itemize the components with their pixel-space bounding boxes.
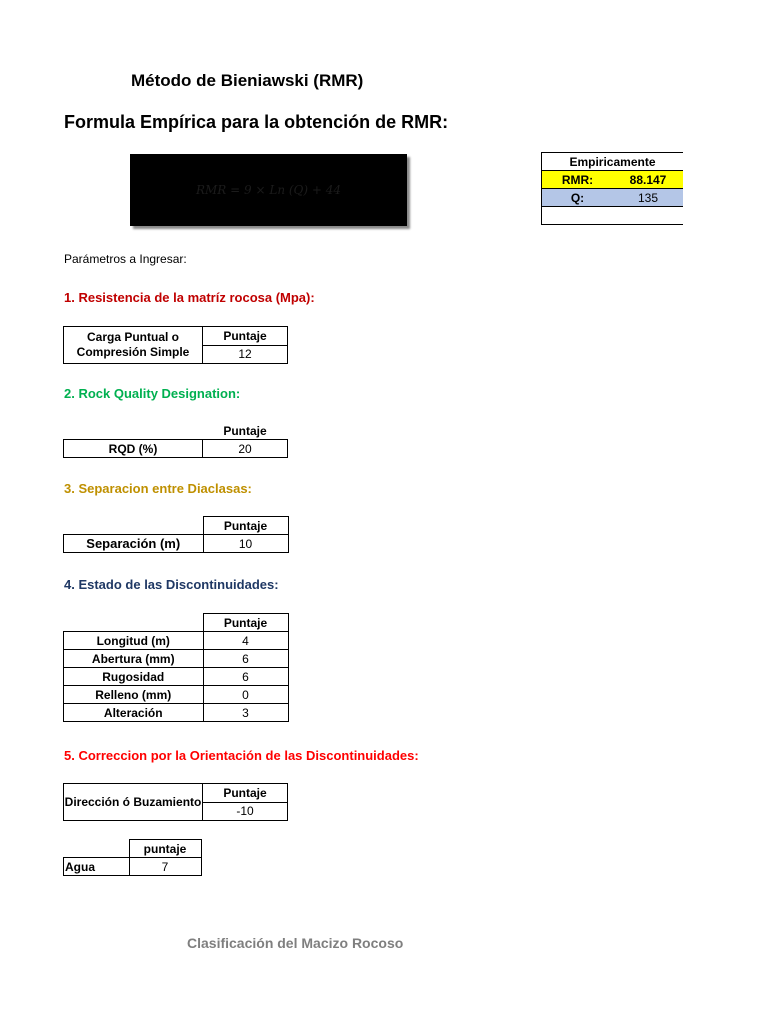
water-blank (64, 840, 130, 858)
rmr-label: RMR: (542, 171, 614, 189)
section5-table (63, 783, 288, 821)
separation-score[interactable]: 10 (203, 535, 288, 553)
discontinuity-score[interactable]: 6 (203, 650, 288, 668)
orientation-score[interactable]: -10 (203, 802, 288, 821)
rqd-score[interactable]: 20 (203, 440, 288, 458)
discontinuity-label: Alteración (64, 704, 204, 722)
discontinuity-score[interactable]: 6 (203, 668, 288, 686)
section5-score-header: Puntaje (203, 784, 288, 803)
page-title: Método de Bieniawski (RMR) (131, 71, 364, 90)
water-score-header: puntaje (129, 840, 201, 858)
q-value[interactable]: 135 (613, 189, 683, 207)
water-label: Agua (64, 858, 130, 876)
section4-blank (64, 614, 204, 632)
empirical-table (541, 152, 683, 225)
separation-label: Separación (m) (64, 535, 204, 553)
compression-label (64, 327, 203, 364)
water-table (63, 839, 202, 876)
discontinuity-label: Abertura (mm) (64, 650, 204, 668)
rqd-label: RQD (%) (64, 440, 203, 458)
compression-label-line1: Carga Puntual o (86, 330, 179, 344)
orientation-label: Dirección ó Buzamiento (64, 784, 203, 821)
section4-table (63, 613, 289, 722)
discontinuity-label: Longitud (m) (64, 632, 204, 650)
section2-blank (64, 422, 203, 440)
section3-blank (64, 517, 204, 535)
discontinuity-score[interactable]: 0 (203, 686, 288, 704)
section4-heading: 4. Estado de las Discontinuidades: (64, 577, 279, 592)
params-label: Parámetros a Ingresar: (64, 252, 187, 266)
footer-caption: Clasificación del Macizo Rocoso (187, 935, 404, 951)
section3-score-header: Puntaje (203, 517, 288, 535)
q-label: Q: (542, 189, 614, 207)
rmr-value[interactable]: 88.147 (613, 171, 683, 189)
empirical-header: Empiricamente (542, 153, 684, 171)
section3-heading: 3. Separacion entre Diaclasas: (64, 481, 252, 496)
formula-text: RMR = 9 × Ln (Q) + 44 (195, 183, 342, 197)
section1-score-header: Puntaje (203, 327, 288, 346)
section2-heading: 2. Rock Quality Designation: (64, 386, 241, 401)
section1-score[interactable]: 12 (203, 345, 288, 364)
section1-heading: 1. Resistencia de la matríz rocosa (Mpa): (64, 290, 315, 305)
discontinuity-score[interactable]: 4 (203, 632, 288, 650)
section3-table (63, 516, 289, 553)
formula-image (130, 154, 407, 226)
compression-label-line2: Compresión Simple (76, 345, 190, 359)
discontinuity-score[interactable]: 3 (203, 704, 288, 722)
discontinuity-label: Rugosidad (64, 668, 204, 686)
empirical-empty-row (542, 207, 684, 225)
section2-score-header: Puntaje (223, 423, 267, 438)
formula-heading: Formula Empírica para la obtención de RMR: (64, 112, 449, 132)
section2-table (63, 422, 288, 458)
water-score[interactable]: 7 (129, 858, 201, 876)
section5-heading: 5. Correccion por la Orientación de las Discontinuidades: (64, 748, 419, 763)
section4-score-header: Puntaje (203, 614, 288, 632)
section1-table (63, 326, 288, 364)
discontinuity-label: Relleno (mm) (64, 686, 204, 704)
